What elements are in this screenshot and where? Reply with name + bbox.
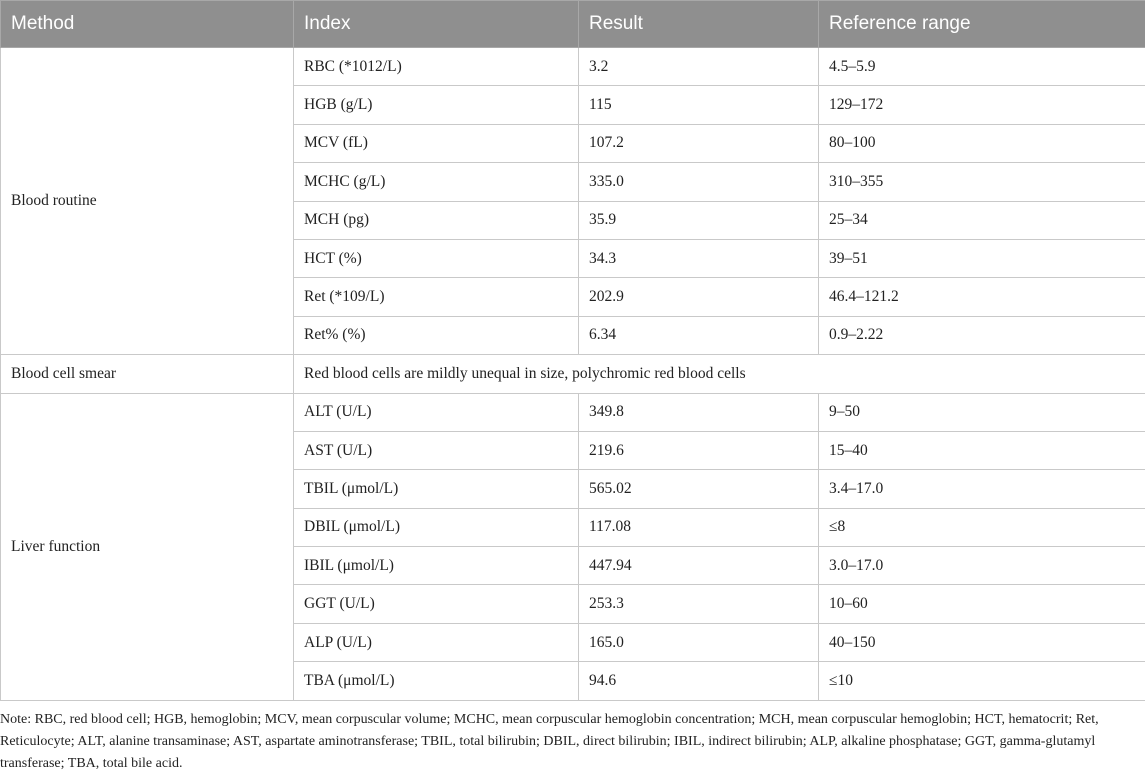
index-cell: GGT (U/L) (294, 585, 579, 623)
result-cell: 253.3 (579, 585, 819, 623)
reference-range-cell: 9–50 (819, 393, 1145, 431)
reference-range-cell: 80–100 (819, 124, 1145, 162)
index-cell: DBIL (μmol/L) (294, 508, 579, 546)
header-index: Index (294, 1, 579, 48)
index-cell: HGB (g/L) (294, 86, 579, 124)
reference-range-cell: 3.4–17.0 (819, 470, 1145, 508)
index-cell: MCHC (g/L) (294, 163, 579, 201)
reference-range-cell: 46.4–121.2 (819, 278, 1145, 316)
reference-range-cell: ≤10 (819, 662, 1145, 700)
index-cell: AST (U/L) (294, 431, 579, 469)
result-cell: 335.0 (579, 163, 819, 201)
index-cell: TBIL (μmol/L) (294, 470, 579, 508)
reference-range-cell: 40–150 (819, 623, 1145, 661)
result-cell: 107.2 (579, 124, 819, 162)
table-row (1, 355, 1145, 393)
result-cell: 3.2 (579, 48, 819, 86)
result-cell: 94.6 (579, 662, 819, 700)
header-result: Result (579, 1, 819, 48)
header-method: Method (1, 1, 294, 48)
reference-range-cell: ≤8 (819, 508, 1145, 546)
method-cell: Liver function (1, 393, 294, 700)
index-cell: HCT (%) (294, 239, 579, 277)
method-cell: Blood routine (1, 48, 294, 355)
reference-range-cell: 3.0–17.0 (819, 547, 1145, 585)
reference-range-cell: 129–172 (819, 86, 1145, 124)
reference-range-cell: 310–355 (819, 163, 1145, 201)
result-cell: 6.34 (579, 316, 819, 354)
table-header (1, 1, 1145, 48)
table-row (1, 393, 1145, 431)
index-cell: RBC (*1012/L) (294, 48, 579, 86)
smear-finding-cell: Red blood cells are mildly unequal in size, polychromic red blood cells (294, 355, 1145, 393)
table-note: Note: RBC, red blood cell; HGB, hemoglobin; MCV, mean corpuscular volume; MCHC, mean corpuscular hemoglobin concentration; MCH, mean corpuscular hemoglobin; HCT, hematocrit; Ret, Reticulocyte; ALT, alanine transaminase; AST, aspartate aminotransferase; TBIL, total bilirubin; DBIL, direct bilirubin; IBIL, indirect bilirubin; ALP, alkaline phosphatase; GGT, gamma-glutamyl transferase; TBA, total bile acid. (0, 701, 1140, 775)
result-cell: 565.02 (579, 470, 819, 508)
header-row (1, 1, 1145, 48)
reference-range-cell: 39–51 (819, 239, 1145, 277)
reference-range-cell: 25–34 (819, 201, 1145, 239)
index-cell: Ret% (%) (294, 316, 579, 354)
result-cell: 115 (579, 86, 819, 124)
table-body (1, 48, 1145, 701)
result-cell: 35.9 (579, 201, 819, 239)
index-cell: MCV (fL) (294, 124, 579, 162)
index-cell: TBA (μmol/L) (294, 662, 579, 700)
index-cell: ALT (U/L) (294, 393, 579, 431)
index-cell: IBIL (μmol/L) (294, 547, 579, 585)
reference-range-cell: 15–40 (819, 431, 1145, 469)
index-cell: ALP (U/L) (294, 623, 579, 661)
result-cell: 165.0 (579, 623, 819, 661)
result-cell: 34.3 (579, 239, 819, 277)
result-cell: 202.9 (579, 278, 819, 316)
result-cell: 447.94 (579, 547, 819, 585)
method-cell: Blood cell smear (1, 355, 294, 393)
result-cell: 349.8 (579, 393, 819, 431)
index-cell: Ret (*109/L) (294, 278, 579, 316)
reference-range-cell: 4.5–5.9 (819, 48, 1145, 86)
result-cell: 219.6 (579, 431, 819, 469)
table-row (1, 48, 1145, 86)
header-reference-range: Reference range (819, 1, 1145, 48)
reference-range-cell: 10–60 (819, 585, 1145, 623)
result-cell: 117.08 (579, 508, 819, 546)
index-cell: MCH (pg) (294, 201, 579, 239)
reference-range-cell: 0.9–2.22 (819, 316, 1145, 354)
